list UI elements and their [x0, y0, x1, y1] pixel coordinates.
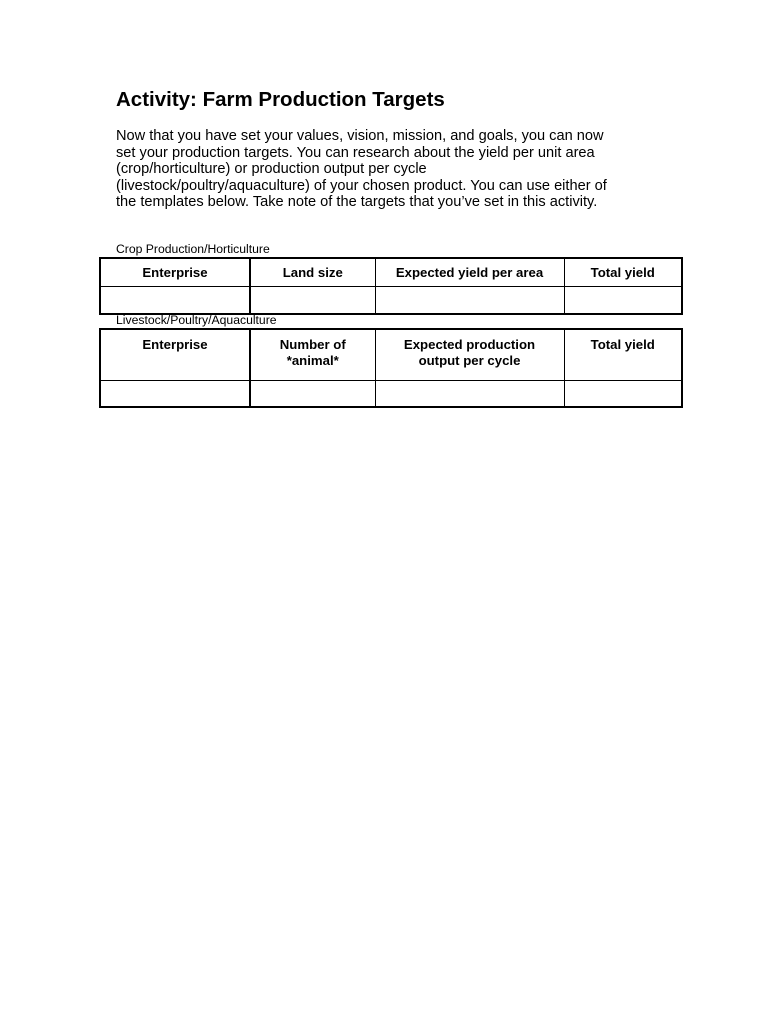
header-total-yield [564, 329, 682, 381]
crop-production-table [99, 257, 683, 315]
header-line: Enterprise [142, 337, 208, 352]
cell-expected-yield-per-area[interactable] [375, 287, 564, 315]
header-line: *animal* [286, 353, 339, 368]
header-land-size: Land size [250, 258, 375, 287]
crop-table-caption: Crop Production/Horticulture [116, 242, 270, 256]
header-total-yield: Total yield [564, 258, 682, 287]
intro-line: (crop/horticulture) or production output per cycle [116, 161, 427, 178]
intro-paragraph [116, 128, 676, 211]
header-enterprise [100, 329, 250, 381]
page-title: Activity: Farm Production Targets [116, 88, 445, 111]
cell-enterprise[interactable] [100, 287, 250, 315]
table-row [100, 287, 682, 315]
cell-land-size[interactable] [250, 287, 375, 315]
table-row [100, 381, 682, 408]
cell-number-of-animal[interactable] [250, 381, 375, 408]
livestock-production-table [99, 328, 683, 408]
cell-total-yield[interactable] [564, 381, 682, 408]
livestock-table-caption: Livestock/Poultry/Aquaculture [116, 313, 277, 327]
table-header-row [100, 258, 682, 287]
cell-enterprise[interactable] [100, 381, 250, 408]
cell-expected-production-output[interactable] [375, 381, 564, 408]
header-expected-yield-per-area: Expected yield per area [375, 258, 564, 287]
header-expected-production-output [375, 329, 564, 381]
intro-line: set your production targets. You can research about the yield per unit area [116, 144, 595, 161]
header-line: Expected production [403, 337, 536, 352]
header-number-of-animal [250, 329, 375, 381]
header-enterprise: Enterprise [100, 258, 250, 287]
intro-line: (livestock/poultry/aquaculture) of your chosen product. You can use either of [116, 177, 607, 194]
header-line: Total yield [590, 337, 655, 352]
header-line: output per cycle [418, 353, 521, 368]
intro-line: the templates below. Take note of the targets that you’ve set in this activity. [116, 194, 598, 211]
intro-line: Now that you have set your values, vision, mission, and goals, you can now [116, 128, 604, 144]
cell-total-yield[interactable] [564, 287, 682, 315]
header-line: Number of [279, 337, 346, 352]
table-header-row [100, 329, 682, 381]
